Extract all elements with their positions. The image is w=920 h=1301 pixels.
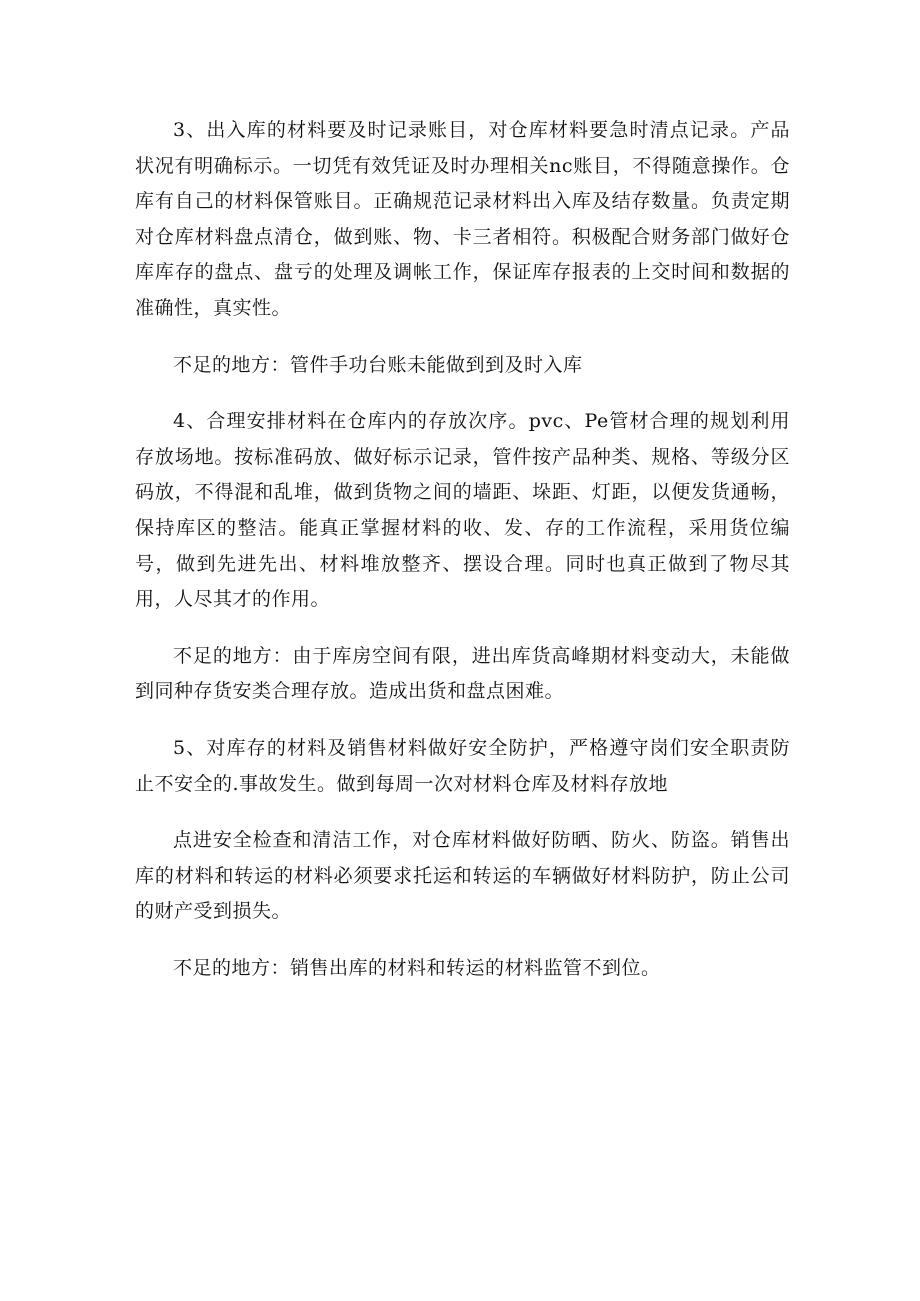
paragraph-shortcoming-3: 不足的地方：销售出库的材料和转运的材料监管不到位。 [173, 956, 661, 979]
paragraph-item-4-storage-order: 4、合理安排材料在仓库内的存放次序。pvc、Pe管材合理的规划利用存放场地。按标准码放、做好标示记录，管件按产品种类、规格、等级分区码放，不得混和乱堆，做到货物之间的墙距、垛距、灯距，以便发货通畅，保持库区的整洁。能真正掌握材料的收、发、存的工作流程，采用货位编号，做到先进先出、材料堆放整齐、摆设合理。同时也真正做到了物尽其用，人尽其才的作用。 [135, 410, 790, 611]
paragraph-item-5-continued: 点进安全检查和清洁工作，对仓库材料做好防晒、防火、防盗。销售出库的材料和转运的材料必须要求托运和转运的车辆做好材料防护，防止公司的财产受到损失。 [135, 829, 790, 923]
paragraph-shortcoming-1: 不足的地方：管件手功台账未能做到到及时入库 [173, 353, 583, 376]
paragraph-item-3-record-keeping: 3、出入库的材料要及时记录账目，对仓库材料要急时清点记录。产品状况有明确标示。一切凭有效凭证及时办理相关nc账目，不得随意操作。仓库有自己的材料保管账目。正确规范记录材料出入库及结存数量。负责定期对仓库材料盘点清仓，做到账、物、卡三者相符。积极配合财务部门做好仓库库存的盘点、盘亏的处理及调帐工作，保证库存报表的上交时间和数据的准确性，真实性。 [135, 119, 790, 319]
paragraph-item-5-safety: 5、对库存的材料及销售材料做好安全防护，严格遵守岗们安全职责防止不安全的.事故发生。做到每周一次对材料仓库及材料存放地 [135, 736, 790, 795]
paragraph-shortcoming-2: 不足的地方：由于库房空间有限，进出库货高峰期材料变动大，未能做到同种存货安类合理存放。造成出货和盘点困难。 [135, 644, 790, 703]
document-body [135, 113, 790, 1007]
